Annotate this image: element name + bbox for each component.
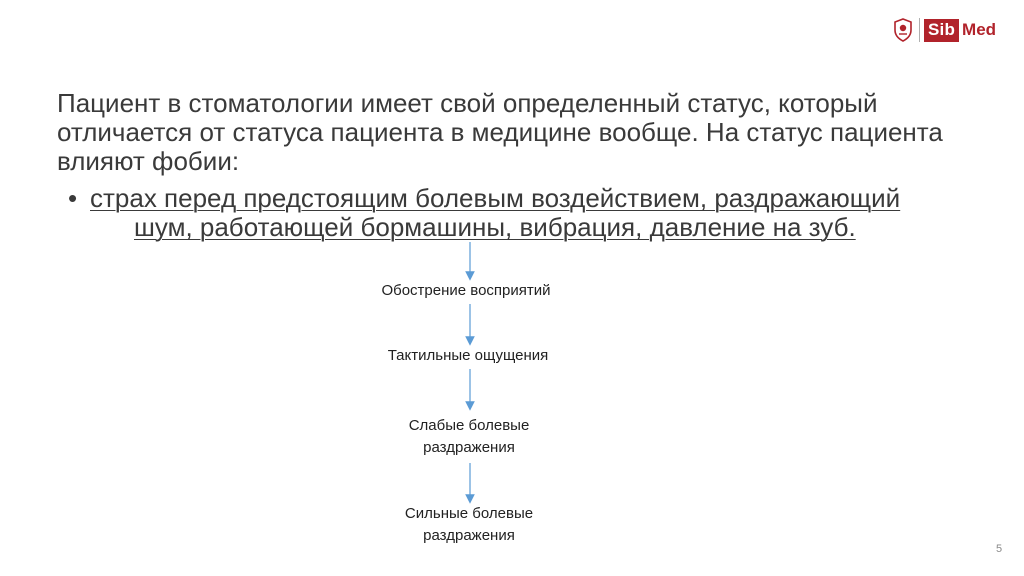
flow-step-3-line-1: Слабые болевые (408, 417, 530, 434)
flow-step-4 (349, 503, 589, 547)
intro-paragraph: Пациент в стоматологии имеет свой определенный статус, который отличается от статуса пациента в медицине вообще. На статус пациента влияют фобии: (57, 88, 943, 176)
bullet-marker: • (68, 183, 78, 213)
flow-step-2: Тактильные ощущения (387, 347, 549, 364)
logo-sib: Sib (924, 19, 959, 42)
bullet-line-1: страх перед предстоящим болевым воздействием, раздражающий (90, 183, 901, 213)
page-number: 5 (996, 543, 1003, 555)
flow-step-3-line-2: раздражения (423, 439, 515, 456)
logo-med: Med (962, 20, 997, 39)
flow-step-4-line-1: Сильные болевые (404, 505, 534, 522)
flow-step-1: Обострение восприятий (381, 282, 551, 299)
flow-step-4-line-2: раздражения (423, 527, 515, 544)
bullet-line-2: шум, работающей бормашины, вибрация, давление на зуб. (134, 212, 856, 242)
flow-step-3 (349, 415, 589, 459)
